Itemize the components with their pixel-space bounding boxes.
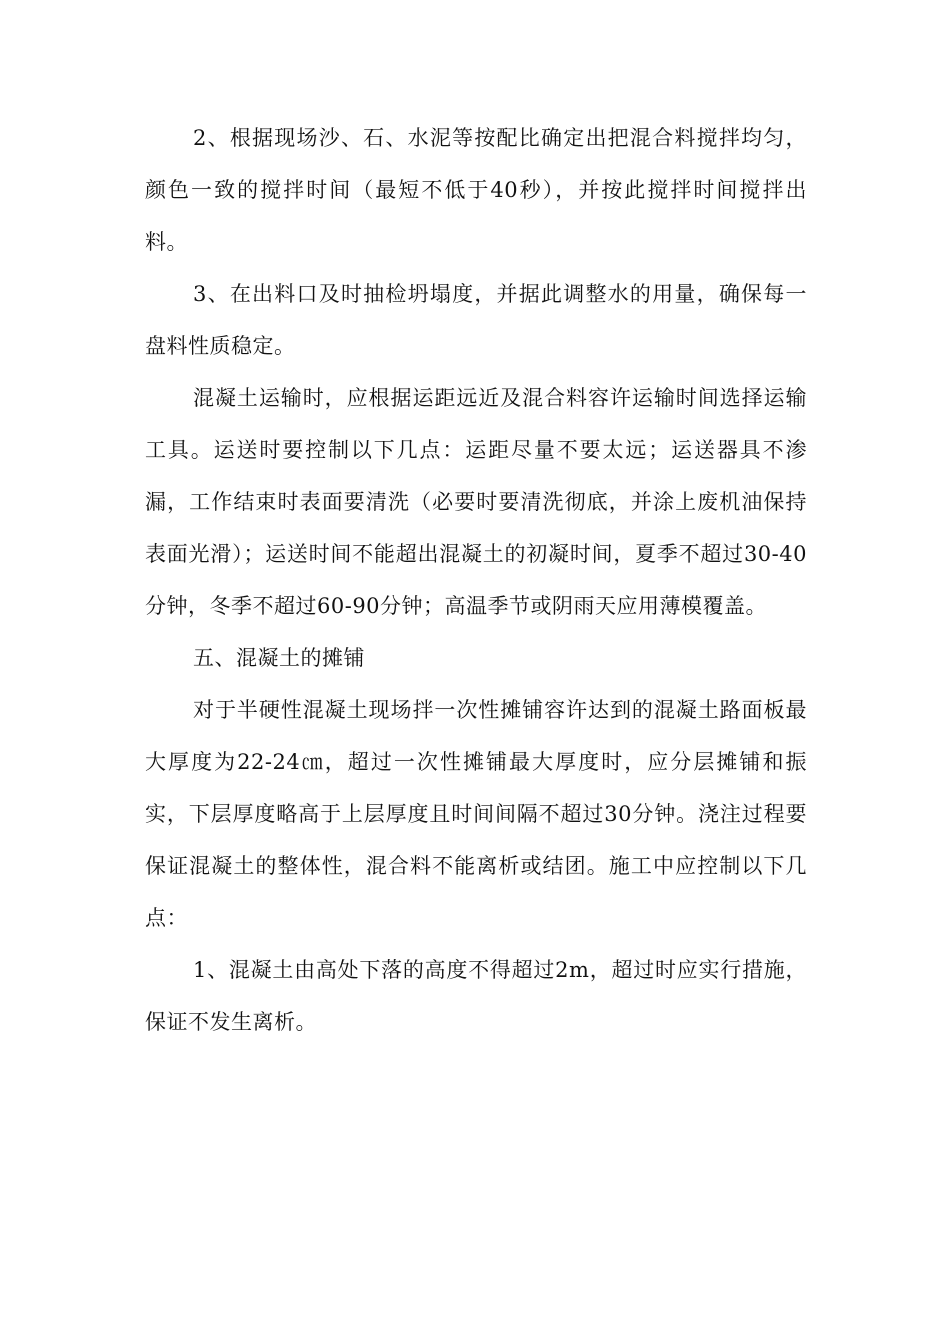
paragraph-mixing-time: 2、根据现场沙、石、水泥等按配比确定出把混合料搅拌均匀，颜色一致的搅拌时间（最短不低于40秒），并按此搅拌时间搅拌出料。 (145, 126, 807, 254)
paragraph-transport: 混凝土运输时，应根据运距远近及混合料容许运输时间选择运输工具。运送时要控制以下几点：运距尽量不要太远；运送器具不渗漏，工作结束时表面要清洗（必要时要清洗彻底，并涂上废机油保持表面光滑）；运送时间不能超出混凝土的初凝时间，夏季不超过30-40分钟，冬季不超过60-90分钟；高温季节或阴雨天应用薄模覆盖。 (145, 386, 807, 618)
document-body (145, 112, 807, 1048)
paragraph-drop-height: 1、混凝土由高处下落的高度不得超过2m，超过时应实行措施，保证不发生离析。 (145, 958, 807, 1034)
paragraph-slump-check: 3、在出料口及时抽检坍塌度，并据此调整水的用量，确保每一盘料性质稳定。 (145, 282, 807, 358)
section-heading-paving: 五、混凝土的摊铺 (193, 646, 365, 670)
paragraph-paving-thickness: 对于半硬性混凝土现场拌一次性摊铺容许达到的混凝土路面板最大厚度为22-24㎝，超过一次性摊铺最大厚度时，应分层摊铺和振实，下层厚度略高于上层厚度且时间间隔不超过30分钟。浇注过程要保证混凝土的整体性，混合料不能离析或结团。施工中应控制以下几点： (145, 698, 807, 930)
